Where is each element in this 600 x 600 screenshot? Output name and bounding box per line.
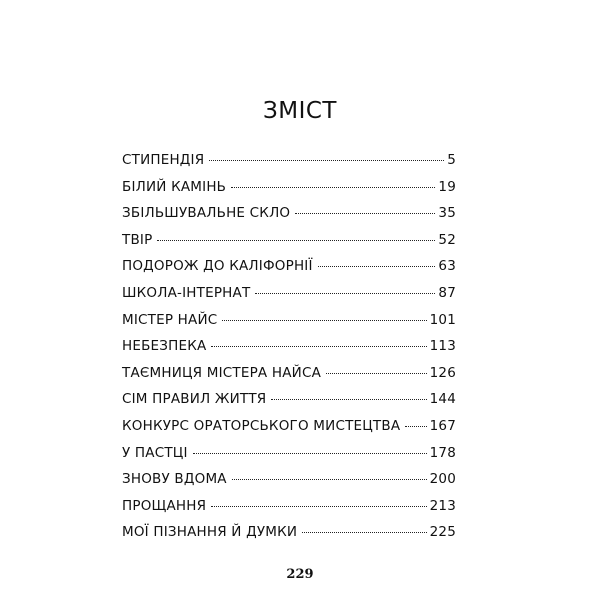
toc-entry-page: 63	[438, 258, 456, 275]
toc-entry-page: 167	[429, 417, 456, 434]
toc-entry-title: ТАЄМНИЦЯ МІСТЕРА НАЙСА	[122, 364, 322, 381]
toc-entry	[122, 205, 456, 232]
dot-leader	[231, 187, 435, 188]
toc-entry	[122, 258, 456, 285]
dot-leader	[157, 240, 435, 241]
toc-entry-title: ЗБІЛЬШУВАЛЬНЕ СКЛО	[122, 205, 291, 222]
toc-entry-page: 213	[429, 497, 456, 514]
toc-entry-page: 19	[438, 178, 456, 195]
toc-entry	[122, 365, 456, 392]
toc-entry-title: НЕБЕЗПЕКА	[122, 338, 207, 355]
toc-entry-title: БІЛИЙ КАМІНЬ	[122, 178, 227, 195]
toc-entry-page: 225	[429, 524, 456, 541]
table-of-contents	[122, 152, 456, 551]
dot-leader	[222, 320, 426, 321]
toc-entry-title: СІМ ПРАВИЛ ЖИТТЯ	[122, 391, 267, 408]
toc-entry	[122, 445, 456, 472]
toc-entry-page: 126	[429, 364, 456, 381]
dot-leader	[255, 293, 435, 294]
dot-leader	[211, 346, 426, 347]
toc-entry	[122, 285, 456, 312]
dot-leader	[326, 373, 427, 374]
toc-entry-page: 35	[438, 205, 456, 222]
dot-leader	[232, 479, 427, 480]
toc-entry	[122, 312, 456, 339]
toc-entry-title: МІСТЕР НАЙС	[122, 311, 218, 328]
toc-entry-title: МОЇ ПІЗНАННЯ Й ДУМКИ	[122, 524, 298, 541]
dot-leader	[193, 453, 427, 454]
toc-entry-page: 200	[429, 471, 456, 488]
toc-entry-page: 178	[429, 444, 456, 461]
dot-leader	[209, 160, 444, 161]
toc-entry-page: 101	[429, 311, 456, 328]
dot-leader	[271, 399, 426, 400]
toc-entry-title: ТВІР	[122, 231, 153, 248]
page-number: 229	[286, 567, 314, 582]
dot-leader	[302, 532, 426, 533]
toc-entry	[122, 418, 456, 445]
toc-entry	[122, 524, 456, 551]
toc-entry	[122, 391, 456, 418]
toc-entry	[122, 152, 456, 179]
toc-entry-page: 5	[447, 152, 456, 168]
toc-entry	[122, 179, 456, 206]
dot-leader	[295, 213, 435, 214]
toc-entry-title: СТИПЕНДІЯ	[122, 152, 205, 168]
contents-heading: ЗМІСТ	[263, 98, 337, 124]
toc-entry	[122, 498, 456, 525]
toc-entry	[122, 232, 456, 259]
dot-leader	[318, 266, 436, 267]
toc-entry-title: ПРОЩАННЯ	[122, 497, 207, 514]
toc-entry-page: 144	[429, 391, 456, 408]
dot-leader	[405, 426, 426, 427]
toc-entry-page: 113	[429, 338, 456, 355]
toc-entry-title: У ПАСТЦІ	[122, 444, 188, 461]
toc-entry-title: ПОДОРОЖ ДО КАЛІФОРНІЇ	[122, 258, 313, 275]
toc-entry-title: ШКОЛА-ІНТЕРНАТ	[122, 284, 251, 301]
toc-entry-title: КОНКУРС ОРАТОРСЬКОГО МИСТЕЦТВА	[122, 417, 401, 434]
toc-entry-page: 87	[438, 284, 456, 301]
toc-entry	[122, 471, 456, 498]
toc-entry-page: 52	[438, 231, 456, 248]
dot-leader	[211, 506, 426, 507]
toc-entry	[122, 338, 456, 365]
toc-entry-title: ЗНОВУ ВДОМА	[122, 471, 227, 488]
